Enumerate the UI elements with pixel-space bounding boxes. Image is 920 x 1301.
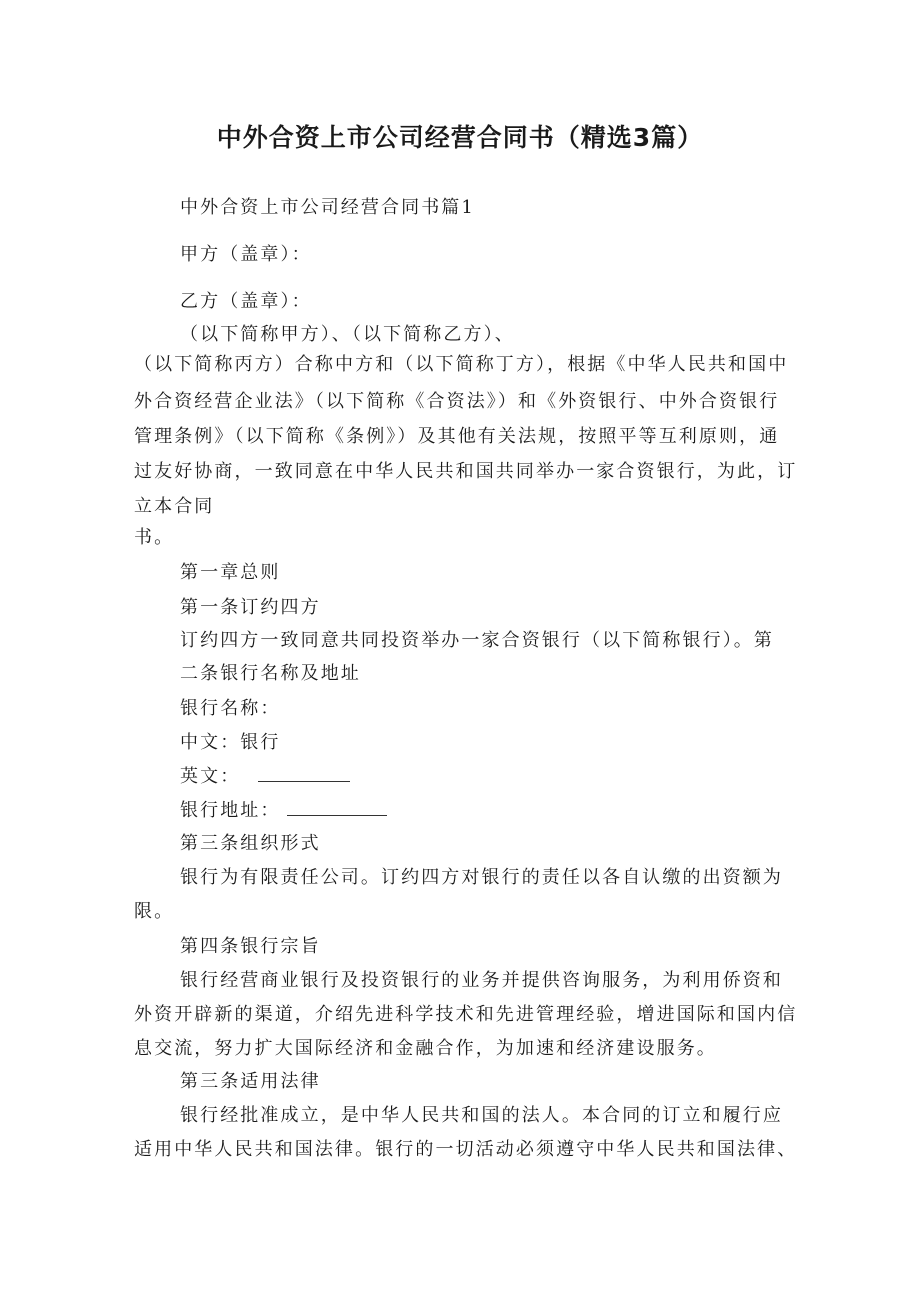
paragraph-line: （以下简称甲方）、（以下简称乙方）、 [180,324,515,345]
paragraph-line: 管理条例》（以下简称《条例》）及其他有关法规，按照平等互利原则，通 [134,426,780,447]
article-heading: 第四条银行宗旨 [180,936,321,957]
paragraph-line: 外资开辟新的渠道，介绍先进科学技术和先进管理经验，增进国际和国内信 [134,1004,798,1025]
paragraph-line: 银行经批准成立，是中华人民共和国的法人。本合同的订立和履行应 [180,1105,783,1126]
paragraph-line: （以下简称丙方）合称中方和（以下简称丁方），根据《中华人民共和国中 [134,354,789,375]
party-a-line: 甲方（盖章）： [180,244,312,265]
article-heading: 二条银行名称及地址 [180,663,361,684]
paragraph-line: 中文：银行 [180,732,281,753]
paragraph-line: 外合资经营企业法》（以下简称《合资法》）和《外资银行、中外合资银行 [134,391,780,412]
paragraph-line: 订约四方一致同意共同投资举办一家合资银行（以下简称银行）。第 [180,630,774,651]
english-name-blank [258,767,350,782]
paragraph-line: 书。 [134,527,175,548]
paragraph-line: 银行名称： [180,698,281,719]
paragraph-line: 立本合同 [134,496,215,517]
bank-address-line [180,799,387,823]
paragraph-line: 息交流，努力扩大国际经济和金融合作，为加速和经济建设服务。 [134,1038,717,1059]
party-b-line: 乙方（盖章）： [180,291,312,312]
article-heading: 第一条订约四方 [180,597,321,618]
english-name-line [180,765,350,789]
paragraph-line: 银行为有限责任公司。订约四方对银行的责任以各自认缴的出资额为 [180,867,783,888]
paragraph-line: 限。 [134,901,175,922]
section-heading: 中外合资上市公司经营合同书篇1 [180,197,475,218]
document-title: 中外合资上市公司经营合同书（精选3篇） [216,123,704,152]
bank-address-label: 银行地址： [180,800,281,821]
bank-address-blank [287,801,387,816]
chapter-heading: 第一章总则 [180,562,281,583]
paragraph-line: 过友好协商，一致同意在中华人民共和国共同举办一家合资银行，为此，订 [134,461,798,482]
english-name-label: 英文： [180,766,241,787]
paragraph-line: 银行经营商业银行及投资银行的业务并提供咨询服务，为利用侨资和 [180,970,783,991]
article-heading: 第三条组织形式 [180,833,321,854]
article-heading: 第三条适用法律 [180,1071,321,1092]
paragraph-line: 适用中华人民共和国法律。银行的一切活动必须遵守中华人民共和国法律、 [134,1139,798,1160]
